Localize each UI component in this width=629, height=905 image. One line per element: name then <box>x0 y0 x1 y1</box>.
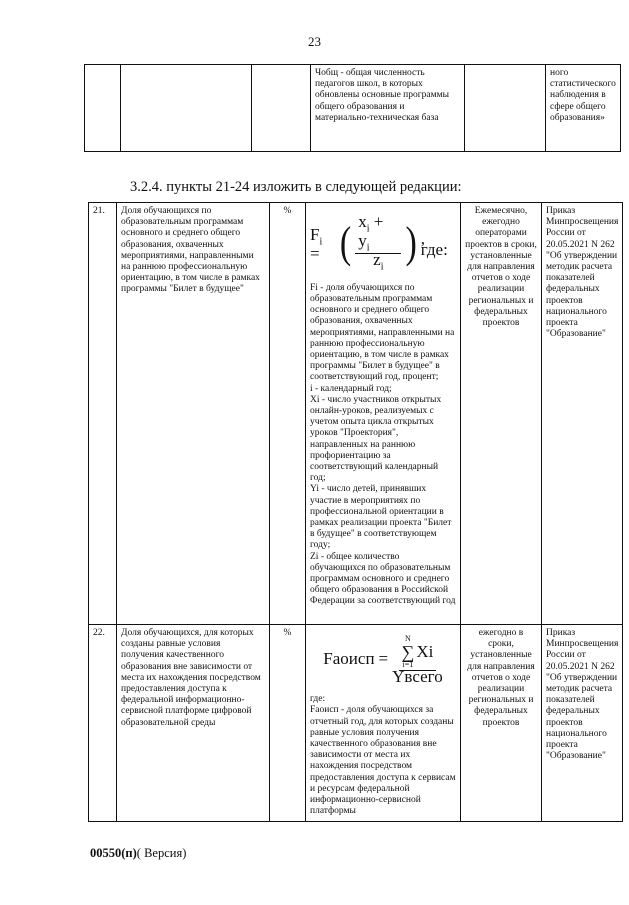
desc-line: Yi - число детей, принявших участие в мероприятиях по профессиональной ориентации в рамках реализации проекта "Билет в будущее" в соответствующем году; <box>310 484 452 551</box>
formula-tail: , где: <box>420 229 448 260</box>
formula-lhs: F <box>310 225 320 245</box>
formula-sub-y: i <box>366 241 370 253</box>
calculation-method <box>306 625 461 822</box>
top-cell-source: ного статистического наблюдения в сфере общего образования» <box>546 65 621 152</box>
footer-code: 00550(п) <box>90 846 137 860</box>
table-row <box>89 203 623 625</box>
fraction: $\frac{x_i + y_i}{z_i}$ <box>355 216 401 273</box>
indicator-name: Доля обучающихся, для которых созданы равные условия получения качественного образования вне зависимости от места их нахождения посредством предоставления доступа к федеральной информационно-сервисной платформе цифровой образовательной среды <box>117 625 270 822</box>
formula-sub-z: i <box>380 261 384 273</box>
document-footer <box>90 846 186 861</box>
unit: % <box>270 625 306 822</box>
formula-lhs-sub: i <box>319 236 323 248</box>
sum-symbol <box>402 634 415 670</box>
section-heading: 3.2.4. пункты 21-24 изложить в следующей редакции: <box>130 179 462 195</box>
top-table-fragment <box>84 64 621 152</box>
desc-line: Fi - доля обучающихся по образовательным программам основного и среднего общего образования, охваченных мероприятиями, направленными на раннюю профессиональную ориентацию, в том числе в рамках программы "Билет в будущее" в соответствующий год, процент; <box>310 282 455 383</box>
reporting-period: Ежемесячно, ежегодно операторами проектов в сроки, установленные для направления отчетов о ходе реализации региональных и федеральных проектов <box>461 203 542 625</box>
desc-line: Xi - число участников открытых онлайн-уроков, реализуемых с учетом опыта цикла открытых уроков "Проектория", направленных на раннюю профориентацию за соответствующий календарный год; <box>310 394 442 484</box>
sum-bottom: i=1 <box>402 660 414 669</box>
formula-y: y <box>358 230 367 250</box>
formula-lhs: Fаоисп <box>323 648 375 668</box>
top-cell-1 <box>85 65 121 152</box>
indicators-table <box>88 202 623 822</box>
table-row <box>89 625 623 822</box>
fraction <box>392 634 443 686</box>
desc-line: i - календарный год; <box>310 383 392 394</box>
sum-top: N <box>405 634 411 643</box>
desc-line: Zi - общее количество обучающихся по образовательным программам основного и среднего общего образования в Российской Федерации за соответствующий год <box>310 551 456 607</box>
row-number: 21. <box>89 203 117 625</box>
row-number: 22. <box>89 625 117 822</box>
footer-suffix: ( Версия) <box>136 846 187 860</box>
page-number: 23 <box>308 34 321 49</box>
indicator-name: Доля обучающихся по образовательным программам основного и среднего общего образования, охваченных мероприятиями, направленными на раннюю профессиональную ориентацию, в том числе в рамках программы "Билет в будущее" <box>117 203 270 625</box>
formula-21: $F_i$ = ( $\frac{x_i + y_i}{z_i}$ ) , где: <box>310 216 456 273</box>
top-cell-2 <box>121 65 252 152</box>
formula-numerator: Xi <box>416 642 434 662</box>
top-cell-5 <box>465 65 546 152</box>
top-cell-description: Чобщ - общая численность педагогов школ, в которых обновлены основные программы общего образования и материально-техническая база <box>311 65 465 152</box>
paren-open: ( <box>339 219 352 268</box>
formula-22: Fаоисп = N ∑ i=1 Xi Yвсего <box>323 634 443 686</box>
reporting-period: ежегодно в сроки, установленные для направления отчетов о ходе реализации региональных и федеральных проектов <box>461 625 542 822</box>
formula-sub-x: i <box>366 223 370 235</box>
unit: % <box>270 203 306 625</box>
top-cell-3 <box>252 65 311 152</box>
formula-z: z <box>373 250 381 270</box>
formula-denominator: Yвсего <box>392 667 443 686</box>
source-document: Приказ Минпросвещения России от 20.05.2021 N 262 "Об утверждении методик расчета показателей федеральных проектов национального проекта "Образование" <box>542 625 623 822</box>
calculation-method <box>306 203 461 625</box>
sum-sign: ∑ <box>401 642 415 662</box>
desc-line: Fаоисп - доля обучающихся за отчетный год, для которых созданы равные условия получения качественного образования вне зависимости от места их нахождения посредством предоставления доступа к сервисам и ресурсам федеральной информационно-сервисной платформы <box>310 705 456 817</box>
paren-close: ) <box>405 219 417 268</box>
source-document: Приказ Минпросвещения России от 20.05.2021 N 262 "Об утверждении методик расчета показателей федеральных проектов национального проекта "Образование" <box>542 203 623 625</box>
formula-x: x <box>358 212 367 231</box>
desc-intro: где: <box>310 694 326 705</box>
